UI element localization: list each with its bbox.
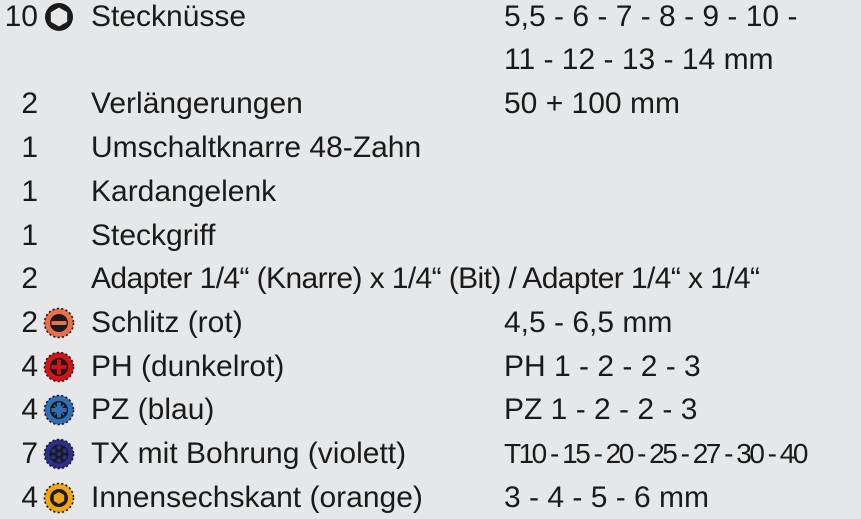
slotted-bit-icon [43,307,75,339]
item-spec: 50 + 100 mm [504,87,680,120]
list-item-umschaltknarre [0,128,861,168]
item-name: Steckgriff [91,219,216,252]
item-quantity: 4 [21,350,38,383]
item-quantity: 1 [21,175,38,208]
item-quantity: 4 [21,393,38,426]
item-spec: 5,5 - 6 - 7 - 8 - 9 - 10 - [504,0,798,33]
list-item-innensechskant [0,478,861,518]
item-name: Stecknüsse [91,0,247,33]
torx-bit-icon [43,438,75,470]
item-name: Verlängerungen [91,87,303,120]
list-item-schlitz [0,303,861,343]
list-item-torx [0,434,861,474]
item-quantity: 1 [21,131,38,164]
list-item-stecknuesse-spec-continued [0,40,861,80]
list-item-adapter [0,259,861,299]
list-item-kardangelenk [0,172,861,212]
item-quantity: 4 [21,481,38,514]
item-spec: PZ 1 - 2 - 2 - 3 [504,393,698,426]
item-spec: 3 - 4 - 5 - 6 mm [504,481,710,514]
item-quantity: 2 [21,262,38,295]
item-quantity: 7 [21,437,38,470]
list-item-pozidriv [0,390,861,430]
item-name: TX mit Bohrung (violett) [91,437,407,470]
phillips-bit-icon [43,351,75,383]
item-name: Schlitz (rot) [91,306,243,339]
list-item-phillips [0,347,861,387]
item-name: Kardangelenk [91,175,277,208]
item-name: Innensechskant (orange) [91,481,423,514]
item-name: Adapter 1/4“ (Knarre) x 1/4“ (Bit) / Adapter 1/4“ x 1/4“ [91,262,760,295]
item-spec: PH 1 - 2 - 2 - 3 [504,350,701,383]
item-spec-line2: 11 - 12 - 13 - 14 mm [504,43,774,76]
pozidriv-bit-icon [43,394,75,426]
item-spec: T10 - 15 - 20 - 25 - 27 - 30 - 40 [504,438,806,469]
hexagon-icon [43,1,75,33]
item-quantity: 2 [21,306,38,339]
list-item-verlaengerungen [0,84,861,124]
list-item-steckgriff [0,216,861,256]
hex-bit-icon [43,482,75,514]
item-quantity: 1 [21,219,38,252]
list-item-stecknuesse [0,0,861,37]
item-name: PH (dunkelrot) [91,350,285,383]
item-name: PZ (blau) [91,393,215,426]
item-quantity: 10 [4,0,38,33]
item-spec: 4,5 - 6,5 mm [504,306,673,339]
item-quantity: 2 [21,87,38,120]
item-name: Umschaltknarre 48-Zahn [91,131,422,164]
